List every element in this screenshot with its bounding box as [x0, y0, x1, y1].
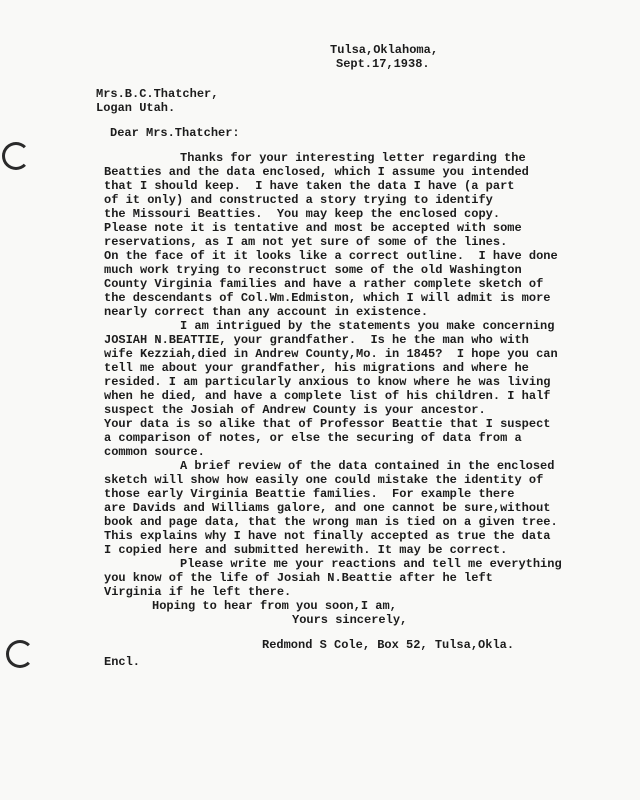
body-line: book and page data, that the wrong man is tied on a given tree. [104, 515, 558, 529]
recipient-city: Logan Utah. [96, 101, 176, 115]
body-line: tell me about your grandfather, his migrations and where he [104, 361, 529, 375]
body-line: you know of the life of Josiah N.Beattie after he left [104, 571, 493, 585]
body-line: sketch will show how easily one could mistake the identity of [104, 473, 544, 487]
body-line: the descendants of Col.Wm.Edmiston, which I will admit is more [104, 291, 551, 305]
body-line: that I should keep. I have taken the data I have (a part [104, 179, 515, 193]
body-line: A brief review of the data contained in the enclosed [180, 459, 555, 473]
body-line: nearly correct than any account in existence. [104, 305, 429, 319]
body-line: Please write me your reactions and tell me everything [180, 557, 562, 571]
body-line: County Virginia families and have a rather complete sketch of [104, 277, 544, 291]
body-line: I copied here and submitted herewith. It may be correct. [104, 543, 508, 557]
body-line: the Missouri Beatties. You may keep the enclosed copy. [104, 207, 501, 221]
binder-hole-mark-top [2, 142, 30, 170]
body-line: JOSIAH N.BEATTIE, your grandfather. Is he the man who with [104, 333, 529, 347]
body-line: reservations, as I am not yet sure of some of the lines. [104, 235, 508, 249]
body-line: common source. [104, 445, 205, 459]
body-line: Beatties and the data enclosed, which I assume you intended [104, 165, 529, 179]
enclosure-note: Encl. [104, 655, 141, 669]
closing-line: Hoping to hear from you soon,I am, [152, 599, 397, 613]
body-line: On the face of it it looks like a correct outline. I have done [104, 249, 558, 263]
body-line: a comparison of notes, or else the securing of data from a [104, 431, 522, 445]
body-line: are Davids and Williams galore, and one cannot be sure,without [104, 501, 551, 515]
binder-hole-mark-bottom [6, 640, 34, 668]
body-line: of it only) and constructed a story trying to identify [104, 193, 493, 207]
salutation: Dear Mrs.Thatcher: [110, 126, 240, 140]
signature-line: Redmond S Cole, Box 52, Tulsa,Okla. [262, 638, 515, 652]
body-line: resided. I am particularly anxious to know where he was living [104, 375, 551, 389]
body-line: Virginia if he left there. [104, 585, 292, 599]
body-line: much work trying to reconstruct some of the old Washington [104, 263, 522, 277]
body-line: wife Kezziah,died in Andrew County,Mo. in 1845? I hope you can [104, 347, 558, 361]
letter-date: Sept.17,1938. [336, 57, 430, 71]
complimentary-close: Yours sincerely, [292, 613, 408, 627]
body-line: those early Virginia Beattie families. For example there [104, 487, 515, 501]
body-line: I am intrigued by the statements you make concerning [180, 319, 555, 333]
body-line: Please note it is tentative and most be accepted with some [104, 221, 522, 235]
body-line: when he died, and have a complete list of his children. I half [104, 389, 551, 403]
body-line: Thanks for your interesting letter regarding the [180, 151, 526, 165]
recipient-name: Mrs.B.C.Thatcher, [96, 87, 219, 101]
body-line: Your data is so alike that of Professor Beattie that I suspect [104, 417, 551, 431]
letter-place: Tulsa,Oklahoma, [330, 43, 439, 57]
body-line: suspect the Josiah of Andrew County is your ancestor. [104, 403, 486, 417]
body-line: This explains why I have not finally accepted as true the data [104, 529, 551, 543]
